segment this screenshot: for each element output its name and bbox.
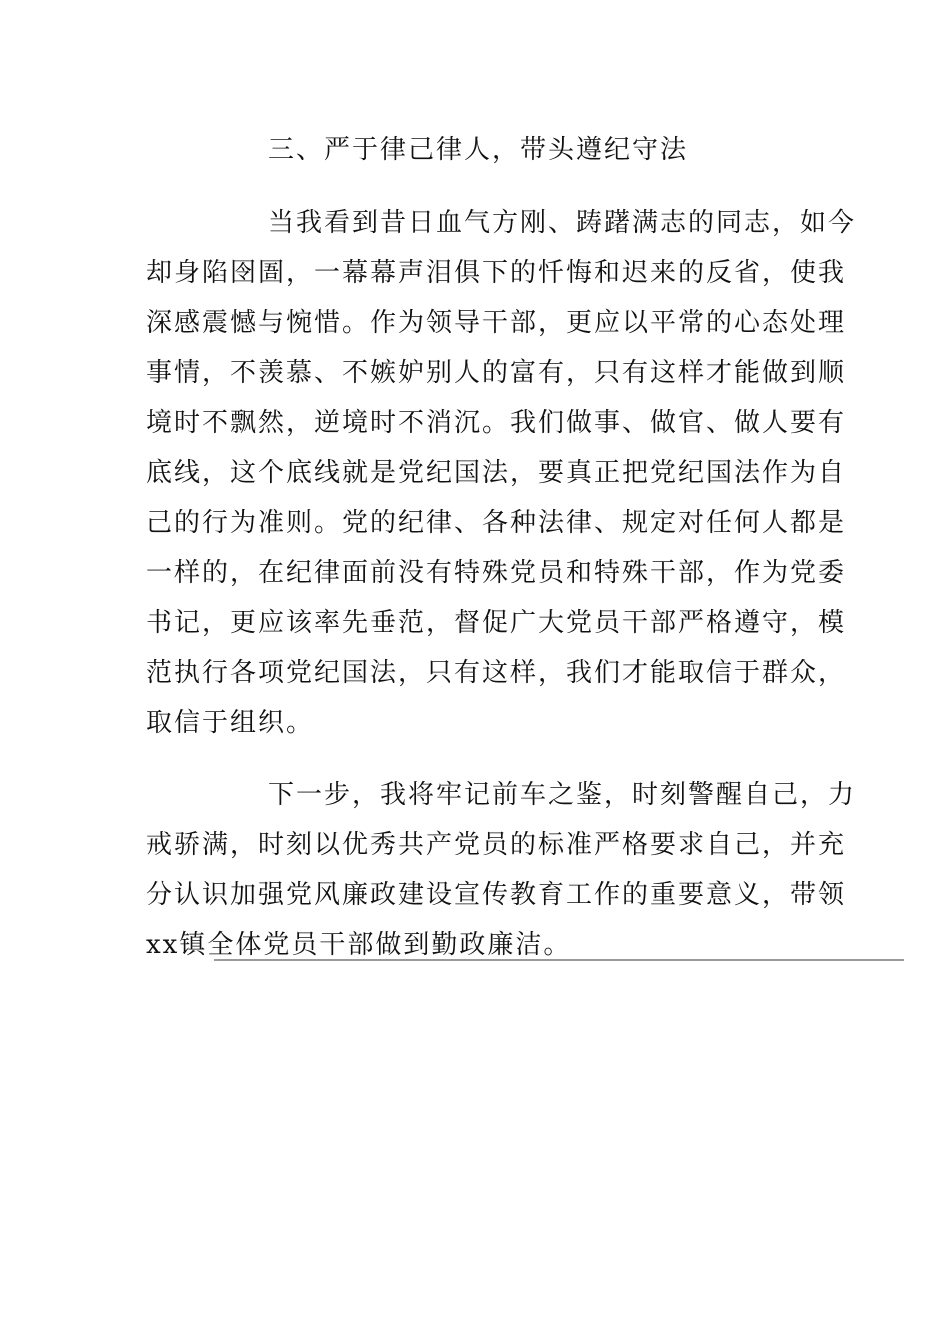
paragraph-line: 下一步，我将牢记前车之鉴，时刻警醒自己，力 [268,780,857,810]
paragraph-line: 事情，不羡慕、不嫉妒别人的富有，只有这样才能做到顺 [146,358,847,388]
section-heading: 三、严于律己律人，带头遵纪守法 [268,135,689,165]
paragraph-line: 却身陷囹圄，一幕幕声泪俱下的忏悔和迟来的反省，使我 [146,258,847,288]
paragraph-line: 一样的，在纪律面前没有特殊党员和特殊干部，作为党委 [146,558,847,588]
paragraph-line: xx镇全体党员干部做到勤政廉洁。 [146,930,572,960]
paragraph-line: 己的行为准则。党的纪律、各种法律、规定对任何人都是 [146,508,847,538]
paragraph-line: 书记，更应该率先垂范，督促广大党员干部严格遵守，模 [146,608,847,638]
paragraph-line: 深感震憾与惋惜。作为领导干部，更应以平常的心态处理 [146,308,847,338]
paragraph-1 [146,198,857,748]
paragraph-line: 戒骄满，时刻以优秀共产党员的标准严格要求自己，并充 [146,830,847,860]
paragraph-line: 分认识加强党风廉政建设宣传教育工作的重要意义，带领 [146,880,847,910]
paragraph-line: 范执行各项党纪国法，只有这样，我们才能取信于群众， [146,658,847,688]
paragraph-line: 底线，这个底线就是党纪国法，要真正把党纪国法作为自 [146,458,847,488]
paragraph-line: 取信于组织。 [146,708,315,738]
divider-line [214,959,904,961]
paragraph-line: 当我看到昔日血气方刚、踌躇满志的同志，如今 [268,208,857,238]
paragraph-line: 境时不飘然，逆境时不消沉。我们做事、做官、做人要有 [146,408,847,438]
paragraph-2 [146,770,857,970]
